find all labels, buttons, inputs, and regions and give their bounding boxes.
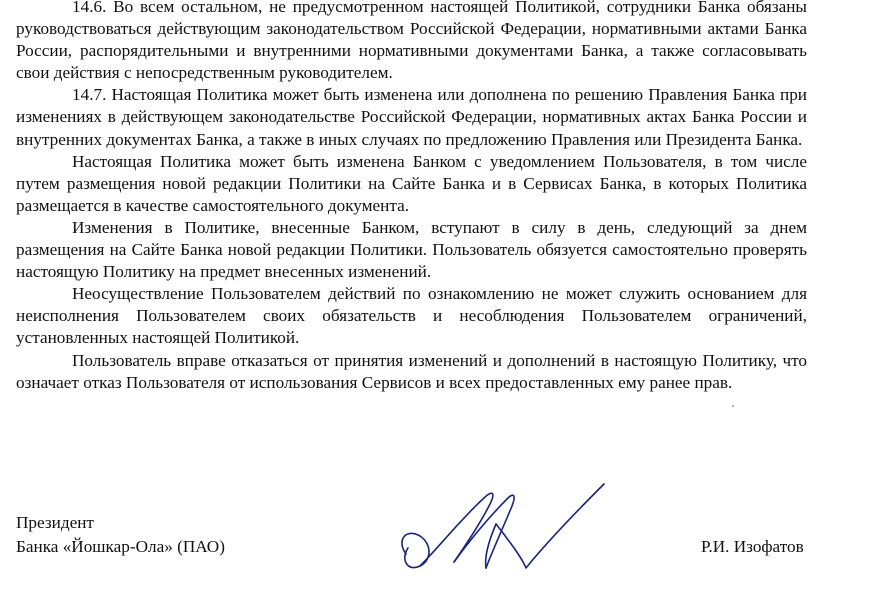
paragraph-refusal: Пользователь вправе отказаться от принятия изменений и дополнений в настоящую Политику, что означает отказ Пользователя от использования Сервисов и всех предоставленных ему ранее прав. — [16, 350, 807, 392]
signatory-position: Президент — [16, 513, 94, 532]
document-body — [16, 0, 807, 394]
handwritten-signature-icon — [392, 478, 612, 584]
signatory-title — [16, 511, 225, 559]
scan-speck — [732, 405, 734, 407]
paragraph-non-compliance: Неосуществление Пользователем действий по ознакомлению не может служить основанием для неисполнения Пользователем своих обязательств и несоблюдения Пользователем ограничений, установленных настоящей Политикой. — [16, 284, 807, 348]
paragraph-effective-date: Изменения в Политике, внесенные Банком, вступают в силу в день, следующий за днем размещения на Сайте Банка новой редакции Политики. Пользователь обязуется самостоятельно проверять настоящую Политику на предмет внесенных изменений. — [16, 217, 807, 282]
paragraph-14-7: 14.7. Настоящая Политика может быть изменена или дополнена по решению Правления Банка при изменениях в действующем законодательстве Российской Федерации, нормативных актах Банка России и внутренних документах Банка, а также в иных случаях по предложению Правления или Президента Банка. — [16, 85, 807, 149]
signatory-name: Р.И. Изофатов — [701, 537, 804, 556]
signatory-organization: Банка «Йошкар-Ола» (ПАО) — [16, 537, 225, 556]
paragraph-change-notice: Настоящая Политика может быть изменена Банком с уведомлением Пользователя, в том числе путем размещения новой редакции Политики на Сайте Банка и в Сервисах Банка, в которых Политика размещается в качестве самостоятельного документа. — [16, 151, 807, 215]
paragraph-14-6: 14.6. Во всем остальном, не предусмотренном настоящей Политикой, сотрудники Банка обязаны руководствоваться действующим законодательством Российской Федерации, нормативными актами Банка России, распорядительными и внутренними нормативными документами Банка, а также согласовывать свои действия с непосредственным руководителем. — [16, 0, 807, 83]
